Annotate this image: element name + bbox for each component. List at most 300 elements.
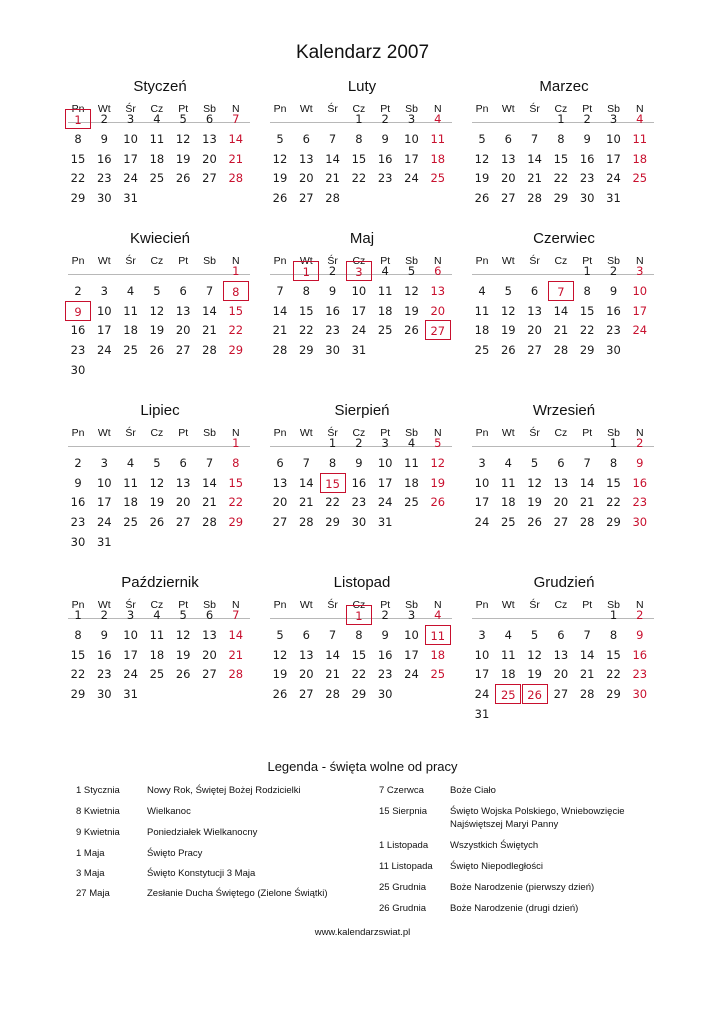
day-cell: 3 bbox=[381, 436, 389, 450]
day-cell: 22 bbox=[228, 495, 244, 510]
day-cell: 23 bbox=[70, 515, 86, 530]
day-cell: 10 bbox=[474, 647, 490, 662]
day-cell: 30 bbox=[579, 191, 595, 206]
day-cell: 25 bbox=[500, 515, 516, 530]
day-cell: 31 bbox=[474, 707, 490, 721]
weekday-label: Sb bbox=[203, 427, 216, 439]
day-cell: 29 bbox=[351, 687, 367, 702]
day-cell: 9 bbox=[609, 283, 618, 298]
day-cell: 7 bbox=[328, 627, 337, 642]
day-cell: 4 bbox=[434, 608, 442, 622]
day-cell: 17 bbox=[404, 151, 419, 166]
weekday-label: Pn bbox=[273, 103, 287, 115]
day-cell: 16 bbox=[632, 475, 648, 490]
day-cell: 21 bbox=[298, 495, 314, 510]
day-cell: 16 bbox=[96, 647, 112, 662]
day-cell: 24 bbox=[123, 667, 138, 682]
day-cell: 18 bbox=[404, 475, 419, 490]
day-cell: 8 bbox=[302, 283, 310, 298]
weekday-label: Cz bbox=[150, 255, 164, 267]
day-cell: 11 bbox=[149, 131, 165, 146]
day-cell: 17 bbox=[96, 323, 112, 338]
day-cell: 16 bbox=[377, 151, 393, 166]
day-cell: 6 bbox=[530, 283, 539, 298]
weekday-label: Sb bbox=[203, 255, 216, 267]
day-cell: 4 bbox=[504, 455, 512, 470]
day-cell: 19 bbox=[474, 171, 490, 186]
day-cell: 10 bbox=[377, 455, 393, 470]
day-cell: 18 bbox=[500, 667, 516, 682]
day-cell: 21 bbox=[202, 495, 217, 510]
day-cell: 27 bbox=[272, 515, 288, 530]
day-cell: 9 bbox=[74, 475, 82, 490]
day-cell: 13 bbox=[175, 303, 191, 318]
day-cell: 7 bbox=[328, 131, 337, 146]
weekday-label: N bbox=[434, 599, 442, 611]
day-cell: 4 bbox=[126, 455, 135, 470]
weekday-label: Cz bbox=[150, 103, 164, 115]
day-cell: 10 bbox=[351, 283, 367, 298]
day-cell: 1 bbox=[232, 436, 240, 450]
day-cell: 14 bbox=[228, 627, 244, 642]
weekday-label: Wt bbox=[501, 103, 515, 115]
day-cell: 15 bbox=[228, 475, 244, 490]
month-name: Luty bbox=[347, 78, 377, 95]
day-cell: 14 bbox=[579, 647, 595, 662]
day-cell: 8 bbox=[74, 627, 82, 642]
day-cell: 31 bbox=[606, 191, 621, 206]
day-cell: 5 bbox=[407, 264, 416, 278]
day-cell: 5 bbox=[276, 627, 284, 642]
day-cell: 23 bbox=[632, 495, 648, 510]
day-cell: 12 bbox=[149, 303, 165, 318]
legend-holiday-name: Święto Pracy bbox=[147, 848, 203, 859]
day-cell: 17 bbox=[96, 495, 112, 510]
day-cell: 10 bbox=[96, 475, 112, 490]
day-cell: 15 bbox=[70, 151, 86, 166]
day-cell: 4 bbox=[434, 112, 442, 126]
day-cell: 10 bbox=[404, 627, 419, 642]
day-cell: 15 bbox=[228, 303, 244, 318]
day-cell: 27 bbox=[553, 515, 569, 530]
day-cell: 22 bbox=[606, 667, 621, 682]
day-cell: 21 bbox=[272, 323, 288, 338]
day-cell: 24 bbox=[404, 667, 419, 682]
day-cell: 10 bbox=[123, 131, 138, 146]
day-cell: 20 bbox=[298, 171, 314, 186]
day-cell: 6 bbox=[205, 608, 214, 622]
day-cell: 28 bbox=[202, 515, 217, 530]
day-cell: 28 bbox=[202, 343, 217, 358]
month-name: Lipiec bbox=[140, 402, 180, 419]
weekday-label: Śr bbox=[529, 255, 540, 267]
weekday-label: Cz bbox=[352, 103, 366, 115]
day-cell: 14 bbox=[228, 131, 244, 146]
day-cell: 5 bbox=[504, 283, 512, 298]
day-cell: 23 bbox=[70, 343, 86, 358]
day-cell: 25 bbox=[123, 515, 138, 530]
day-cell: 2 bbox=[583, 112, 591, 126]
day-cell: 24 bbox=[123, 171, 138, 186]
day-cell: 3 bbox=[609, 112, 618, 126]
day-cell: 29 bbox=[325, 515, 340, 530]
month-name: Październik bbox=[121, 574, 199, 591]
day-cell: 21 bbox=[325, 667, 340, 682]
day-cell: 17 bbox=[474, 667, 490, 682]
holiday-day-cell: 15 bbox=[320, 473, 346, 493]
day-cell: 1 bbox=[557, 112, 565, 126]
day-cell: 9 bbox=[100, 627, 108, 642]
day-cell: 9 bbox=[583, 131, 591, 146]
day-cell: 10 bbox=[96, 303, 112, 318]
day-cell: 21 bbox=[228, 647, 244, 662]
day-cell: 10 bbox=[404, 131, 419, 146]
day-cell: 25 bbox=[377, 323, 393, 338]
weekday-label: Cz bbox=[150, 427, 164, 439]
day-cell: 18 bbox=[632, 151, 648, 166]
weekday-label: Sb bbox=[607, 599, 620, 611]
day-cell: 29 bbox=[606, 515, 621, 530]
footer-url: www.kalendarzswiat.pl bbox=[314, 927, 411, 938]
day-cell: 24 bbox=[351, 323, 367, 338]
day-cell: 16 bbox=[96, 151, 112, 166]
day-cell: 25 bbox=[123, 343, 138, 358]
day-cell: 22 bbox=[298, 323, 314, 338]
weekday-label: Śr bbox=[327, 427, 338, 439]
day-cell: 12 bbox=[474, 151, 490, 166]
day-cell: 12 bbox=[527, 647, 542, 662]
weekday-label: Pt bbox=[582, 255, 593, 267]
day-cell: 19 bbox=[527, 495, 542, 510]
weekday-label: Pn bbox=[71, 599, 85, 611]
day-cell: 11 bbox=[500, 647, 516, 662]
weekday-label: Wt bbox=[501, 427, 515, 439]
holiday-day-cell: 8 bbox=[223, 281, 249, 301]
day-cell: 8 bbox=[609, 455, 618, 470]
weekday-label: Wt bbox=[501, 255, 515, 267]
day-cell: 29 bbox=[228, 343, 244, 358]
day-cell: 25 bbox=[149, 667, 165, 682]
day-cell: 10 bbox=[123, 627, 138, 642]
day-cell: 6 bbox=[276, 455, 284, 470]
day-cell: 14 bbox=[298, 475, 314, 490]
day-cell: 3 bbox=[126, 608, 135, 622]
day-cell: 7 bbox=[583, 455, 591, 470]
day-cell: 14 bbox=[325, 151, 340, 166]
day-cell: 27 bbox=[202, 171, 217, 186]
day-cell: 15 bbox=[606, 475, 621, 490]
day-cell: 13 bbox=[202, 627, 217, 642]
page-title: Kalendarz 2007 bbox=[295, 42, 430, 63]
weekday-label: N bbox=[636, 103, 644, 115]
weekday-label: Pn bbox=[475, 255, 489, 267]
day-cell: 25 bbox=[430, 171, 446, 186]
day-cell: 3 bbox=[100, 283, 108, 298]
day-cell: 8 bbox=[557, 131, 565, 146]
day-cell: 17 bbox=[474, 495, 490, 510]
legend-holiday-name: Wielkanoc bbox=[147, 806, 191, 817]
day-cell: 25 bbox=[404, 495, 419, 510]
day-cell: 3 bbox=[407, 112, 416, 126]
weekday-label: Wt bbox=[299, 599, 313, 611]
day-cell: 27 bbox=[298, 191, 314, 206]
day-cell: 22 bbox=[579, 323, 595, 338]
month-name: Maj bbox=[349, 230, 375, 247]
weekday-label: Pt bbox=[582, 599, 593, 611]
day-cell: 14 bbox=[272, 303, 288, 318]
day-cell: 14 bbox=[325, 647, 340, 662]
day-cell: 16 bbox=[632, 647, 648, 662]
day-cell: 10 bbox=[632, 283, 648, 298]
day-cell: 20 bbox=[553, 495, 569, 510]
day-cell: 26 bbox=[272, 687, 288, 702]
day-cell: 29 bbox=[579, 343, 595, 358]
day-cell: 19 bbox=[149, 495, 165, 510]
day-cell: 26 bbox=[500, 343, 516, 358]
day-cell: 24 bbox=[632, 323, 648, 338]
day-cell: 1 bbox=[355, 112, 363, 126]
weekday-label: N bbox=[434, 103, 442, 115]
day-cell: 13 bbox=[272, 475, 288, 490]
day-cell: 18 bbox=[377, 303, 393, 318]
month-name: Kwiecień bbox=[129, 230, 191, 247]
day-cell: 26 bbox=[430, 495, 446, 510]
weekday-label: Sb bbox=[607, 427, 620, 439]
day-cell: 6 bbox=[302, 627, 310, 642]
day-cell: 16 bbox=[70, 495, 86, 510]
day-cell: 27 bbox=[175, 515, 191, 530]
day-cell: 19 bbox=[430, 475, 446, 490]
legend-holiday-name: Boże Narodzenie (drugi dzień) bbox=[450, 903, 579, 914]
weekday-label: Cz bbox=[352, 255, 366, 267]
weekday-label: Pn bbox=[475, 599, 489, 611]
day-cell: 27 bbox=[500, 191, 516, 206]
day-cell: 26 bbox=[474, 191, 490, 206]
weekday-label: N bbox=[636, 427, 644, 439]
day-cell: 28 bbox=[579, 515, 595, 530]
holiday-day-cell: 25 bbox=[495, 684, 521, 704]
day-cell: 14 bbox=[527, 151, 542, 166]
day-cell: 22 bbox=[70, 171, 86, 186]
day-cell: 6 bbox=[557, 627, 565, 642]
legend-holiday-name: Zesłanie Ducha Świętego (Zielone Świątki) bbox=[147, 888, 328, 899]
day-cell: 31 bbox=[351, 343, 367, 358]
day-cell: 17 bbox=[606, 151, 621, 166]
day-cell: 5 bbox=[153, 283, 161, 298]
day-cell: 7 bbox=[205, 455, 214, 470]
weekday-label: Cz bbox=[554, 599, 568, 611]
legend-date: 3 Maja bbox=[76, 868, 105, 879]
weekday-label: Wt bbox=[97, 427, 111, 439]
day-cell: 16 bbox=[579, 151, 595, 166]
day-cell: 27 bbox=[553, 687, 569, 702]
weekday-label: Pn bbox=[71, 427, 85, 439]
weekday-label: Wt bbox=[501, 599, 515, 611]
day-cell: 17 bbox=[123, 151, 138, 166]
day-cell: 17 bbox=[123, 647, 138, 662]
weekday-label: Śr bbox=[125, 103, 136, 115]
weekday-label: N bbox=[636, 599, 644, 611]
day-cell: 14 bbox=[202, 475, 217, 490]
day-cell: 12 bbox=[149, 475, 165, 490]
day-cell: 6 bbox=[557, 455, 565, 470]
weekday-label: Pt bbox=[380, 599, 391, 611]
day-cell: 19 bbox=[527, 667, 542, 682]
legend-date: 27 Maja bbox=[76, 888, 110, 899]
day-cell: 5 bbox=[276, 131, 284, 146]
day-cell: 6 bbox=[504, 131, 512, 146]
weekday-label: Pt bbox=[178, 103, 189, 115]
legend-holiday-name: Boże Ciało bbox=[450, 785, 496, 796]
day-cell: 1 bbox=[609, 436, 618, 450]
day-cell: 4 bbox=[126, 283, 135, 298]
day-cell: 17 bbox=[632, 303, 648, 318]
weekday-label: Wt bbox=[299, 427, 313, 439]
weekday-label: Pn bbox=[273, 255, 287, 267]
day-cell: 16 bbox=[377, 647, 393, 662]
day-cell: 2 bbox=[100, 608, 108, 622]
weekday-label: Sb bbox=[405, 255, 418, 267]
weekday-label: Pn bbox=[475, 427, 489, 439]
legend-date: 11 Listopada bbox=[379, 861, 433, 872]
weekday-label: Pt bbox=[178, 255, 189, 267]
legend-holiday-name: Święto Konstytucji 3 Maja bbox=[147, 868, 256, 879]
day-cell: 23 bbox=[377, 667, 393, 682]
day-cell: 28 bbox=[272, 343, 288, 358]
weekday-label: Pn bbox=[273, 427, 287, 439]
weekday-label: Cz bbox=[554, 255, 568, 267]
day-cell: 20 bbox=[527, 323, 542, 338]
day-cell: 11 bbox=[474, 303, 490, 318]
day-cell: 12 bbox=[404, 283, 419, 298]
day-cell: 14 bbox=[553, 303, 569, 318]
weekday-label: N bbox=[636, 255, 644, 267]
day-cell: 19 bbox=[149, 323, 165, 338]
day-cell: 8 bbox=[328, 455, 337, 470]
weekday-label: Śr bbox=[529, 103, 540, 115]
day-cell: 5 bbox=[530, 627, 539, 642]
day-cell: 21 bbox=[579, 495, 595, 510]
day-cell: 11 bbox=[123, 303, 138, 318]
legend-holiday-name: Święto Wojska Polskiego, Wniebowzięcie Najświętszej Maryi Panny bbox=[450, 806, 625, 830]
day-cell: 15 bbox=[298, 303, 314, 318]
day-cell: 13 bbox=[175, 475, 191, 490]
weekday-label: Śr bbox=[327, 103, 338, 115]
day-cell: 20 bbox=[202, 647, 217, 662]
holiday-day-cell: 1 bbox=[346, 605, 372, 625]
weekday-label: Śr bbox=[327, 255, 338, 267]
day-cell: 5 bbox=[530, 455, 539, 470]
day-cell: 15 bbox=[579, 303, 595, 318]
day-cell: 24 bbox=[606, 171, 621, 186]
day-cell: 30 bbox=[606, 343, 621, 358]
weekday-label: Pn bbox=[71, 103, 85, 115]
weekday-label: Pn bbox=[71, 255, 85, 267]
weekday-label: N bbox=[232, 599, 240, 611]
legend-title: Legenda - święta wolne od pracy bbox=[267, 759, 458, 774]
day-cell: 29 bbox=[228, 515, 244, 530]
month-name: Sierpień bbox=[334, 402, 390, 419]
day-cell: 11 bbox=[404, 455, 419, 470]
day-cell: 18 bbox=[149, 151, 165, 166]
day-cell: 22 bbox=[325, 495, 340, 510]
day-cell: 19 bbox=[272, 667, 288, 682]
day-cell: 3 bbox=[100, 455, 108, 470]
day-cell: 30 bbox=[325, 343, 340, 358]
day-cell: 13 bbox=[202, 131, 217, 146]
day-cell: 11 bbox=[149, 627, 165, 642]
day-cell: 18 bbox=[149, 647, 165, 662]
day-cell: 2 bbox=[74, 283, 82, 298]
month-name: Wrzesień bbox=[532, 402, 596, 419]
day-cell: 30 bbox=[96, 687, 112, 702]
day-cell: 20 bbox=[298, 667, 314, 682]
day-cell: 6 bbox=[205, 112, 214, 126]
day-cell: 27 bbox=[527, 343, 542, 358]
legend-holiday-name: Święto Niepodległości bbox=[450, 861, 543, 872]
day-cell: 17 bbox=[404, 647, 419, 662]
day-cell: 18 bbox=[430, 647, 446, 662]
day-cell: 16 bbox=[606, 303, 621, 318]
day-cell: 31 bbox=[123, 687, 138, 702]
weekday-label: N bbox=[434, 427, 442, 439]
day-cell: 14 bbox=[579, 475, 595, 490]
day-cell: 26 bbox=[175, 667, 191, 682]
day-cell: 30 bbox=[70, 363, 86, 377]
day-cell: 1 bbox=[74, 608, 82, 622]
day-cell: 22 bbox=[606, 495, 621, 510]
day-cell: 22 bbox=[351, 171, 367, 186]
day-cell: 15 bbox=[351, 151, 367, 166]
holiday-day-cell: 3 bbox=[346, 261, 372, 281]
day-cell: 9 bbox=[636, 455, 644, 470]
legend-date: 1 Listopada bbox=[379, 840, 429, 851]
day-cell: 2 bbox=[609, 264, 618, 278]
day-cell: 25 bbox=[149, 171, 165, 186]
day-cell: 8 bbox=[583, 283, 591, 298]
weekday-label: Sb bbox=[405, 427, 418, 439]
legend-date: 26 Grudnia bbox=[379, 903, 427, 914]
weekday-label: Śr bbox=[125, 427, 136, 439]
day-cell: 20 bbox=[202, 151, 217, 166]
day-cell: 28 bbox=[325, 191, 340, 206]
day-cell: 11 bbox=[123, 475, 138, 490]
day-cell: 19 bbox=[500, 323, 516, 338]
legend-holiday-name: Wszystkich Świętych bbox=[450, 840, 539, 851]
day-cell: 8 bbox=[355, 627, 363, 642]
day-cell: 20 bbox=[430, 303, 446, 318]
day-cell: 3 bbox=[478, 455, 486, 470]
day-cell: 24 bbox=[96, 343, 112, 358]
day-cell: 23 bbox=[606, 323, 621, 338]
weekday-label: Wt bbox=[299, 255, 313, 267]
day-cell: 6 bbox=[179, 283, 187, 298]
day-cell: 18 bbox=[123, 323, 138, 338]
day-cell: 18 bbox=[430, 151, 446, 166]
day-cell: 15 bbox=[70, 647, 86, 662]
day-cell: 21 bbox=[553, 323, 569, 338]
weekday-label: Pt bbox=[178, 427, 189, 439]
weekday-label: Cz bbox=[352, 427, 366, 439]
day-cell: 12 bbox=[272, 647, 288, 662]
weekday-label: Sb bbox=[203, 103, 216, 115]
day-cell: 16 bbox=[70, 323, 86, 338]
day-cell: 22 bbox=[228, 323, 244, 338]
day-cell: 2 bbox=[636, 608, 644, 622]
day-cell: 26 bbox=[175, 171, 191, 186]
day-cell: 12 bbox=[430, 455, 446, 470]
day-cell: 25 bbox=[474, 343, 490, 358]
